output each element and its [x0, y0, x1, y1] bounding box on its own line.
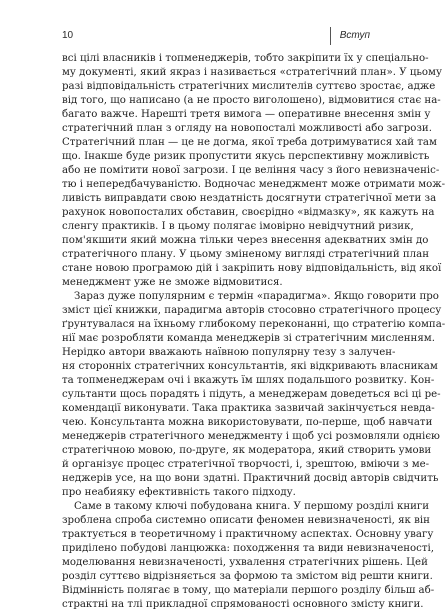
text-line: що. Інакше буде ризик пропустити якусь перспективну можливість — [62, 151, 430, 162]
text-line: багато важче. Нарешті третя вимога — оперативне внесення змін у — [62, 109, 431, 120]
text-line: сленгу практиків. І в цьому полягає імовірно невідчутний ризик, — [62, 221, 414, 232]
text-line: від того, що написано (а не просто виголошено), відмовитися стає на- — [62, 95, 441, 106]
text-line: рахунок новопосталих обставин, своєрідно «відмазку», як кажуть на — [62, 207, 435, 218]
text-line: стане новою програмою дій і закріпить нову відповідальність, від якої — [62, 263, 442, 274]
text-line: стратегічний план з огляду на новопосталі можливості або загрози. — [62, 123, 432, 134]
text-line: менеджмент уже не зможе відмовитися. — [62, 277, 283, 288]
text-line: Нерідко автори вважають наївною популярну тезу з залучен- — [62, 347, 396, 358]
text-line: розділ суттєво відрізняється за формою та змістом від решти книги. — [62, 571, 433, 582]
text-line: моделювання невизначеності, ухвалення стратегічних рішень. Цей — [62, 557, 428, 568]
page-header — [62, 30, 370, 46]
text-line: неджерів усе, на що вони здатні. Практичний досвід авторів свідчить — [62, 473, 439, 484]
text-line: пом'якшити який можна тільки через внесення адекватних змін до — [62, 235, 429, 246]
text-line: стратегічного плану. У цьому зміненому вигляді стратегічний план — [62, 249, 429, 260]
text-line: Зараз дуже популярним є термін «парадигма». Якщо говорити про — [74, 291, 439, 302]
text-line: зроблена спроба системно описати феномен невизначеності, як він — [62, 515, 430, 526]
text-line: страктні на тлі прикладної спрямованості основного змісту книги. — [62, 599, 424, 610]
text-line: приділено побудові ланцюжка: походження та види невизначеності, — [62, 543, 435, 554]
text-line: та топменеджерам очі і вкажуть їм шлях подальшого розвитку. Кон- — [62, 375, 435, 386]
text-line: сультанти щось порадять і підуть, а менеджерам доведеться всі ці ре- — [62, 389, 441, 400]
text-line: комендації виконувати. Така практика зазвичай закінчується невда- — [62, 403, 435, 414]
text-line: разі відповідальність стратегічних мислителів суттєво зростає, адже — [62, 81, 436, 92]
text-line: тю і непередбачуваністю. Водночас менеджмент може отримати мож- — [62, 179, 445, 190]
text-line: всі цілі власників і топменеджерів, тобто закріпити їх у спеціально- — [62, 53, 429, 64]
text-line: ня сторонніх стратегічних консультантів, які відкривають власникам — [62, 361, 438, 372]
text-line: ливість виправдати свою нездатність досягнути стратегічної мети за — [62, 193, 437, 204]
text-line: менеджерів стратегічного менеджменту і щоб усі розмовляли однією — [62, 431, 440, 442]
text-line: й організує процес стратегічної творчості, і, зрештою, вміючи з ме- — [62, 459, 430, 470]
text-line: чею. Консультанта можна використовувати, по-перше, щоб навчати — [62, 417, 433, 428]
text-line: або не помітити нової загрози. І це веління часу з його невизначеніс- — [62, 165, 440, 176]
header-divider — [330, 27, 331, 45]
text-line: му документі, який якраз і називається «стратегічний план». У цьому — [62, 67, 442, 78]
text-line: нії має розробляти команда менеджерів зі стратегічним мисленням. — [62, 333, 435, 344]
text-line: Відмінність полягає в тому, що матеріали першого розділу більш аб- — [62, 585, 435, 596]
text-line: ґрунтувалася на їхньому глибокому переконанні, що стратегію компа- — [62, 319, 445, 330]
text-line: Саме в такому ключі побудована книга. У першому розділі книги — [74, 501, 430, 512]
text-line: трактується в теоретичному і практичному аспектах. Основну увагу — [62, 529, 434, 540]
running-title: Вступ — [339, 30, 370, 41]
body-text — [62, 52, 445, 612]
text-line: про неабияку ефективність такого підходу. — [62, 487, 296, 498]
text-line: зміст цієї книжки, парадигма авторів стосовно стратегічного процесу — [62, 305, 442, 316]
page-number: 10 — [62, 30, 74, 41]
text-line: стратегічною мовою, по-друге, як модератора, який створить умови — [62, 445, 432, 456]
text-line: Стратегічний план — це не догма, якої треба дотримуватися хай там — [62, 137, 437, 148]
